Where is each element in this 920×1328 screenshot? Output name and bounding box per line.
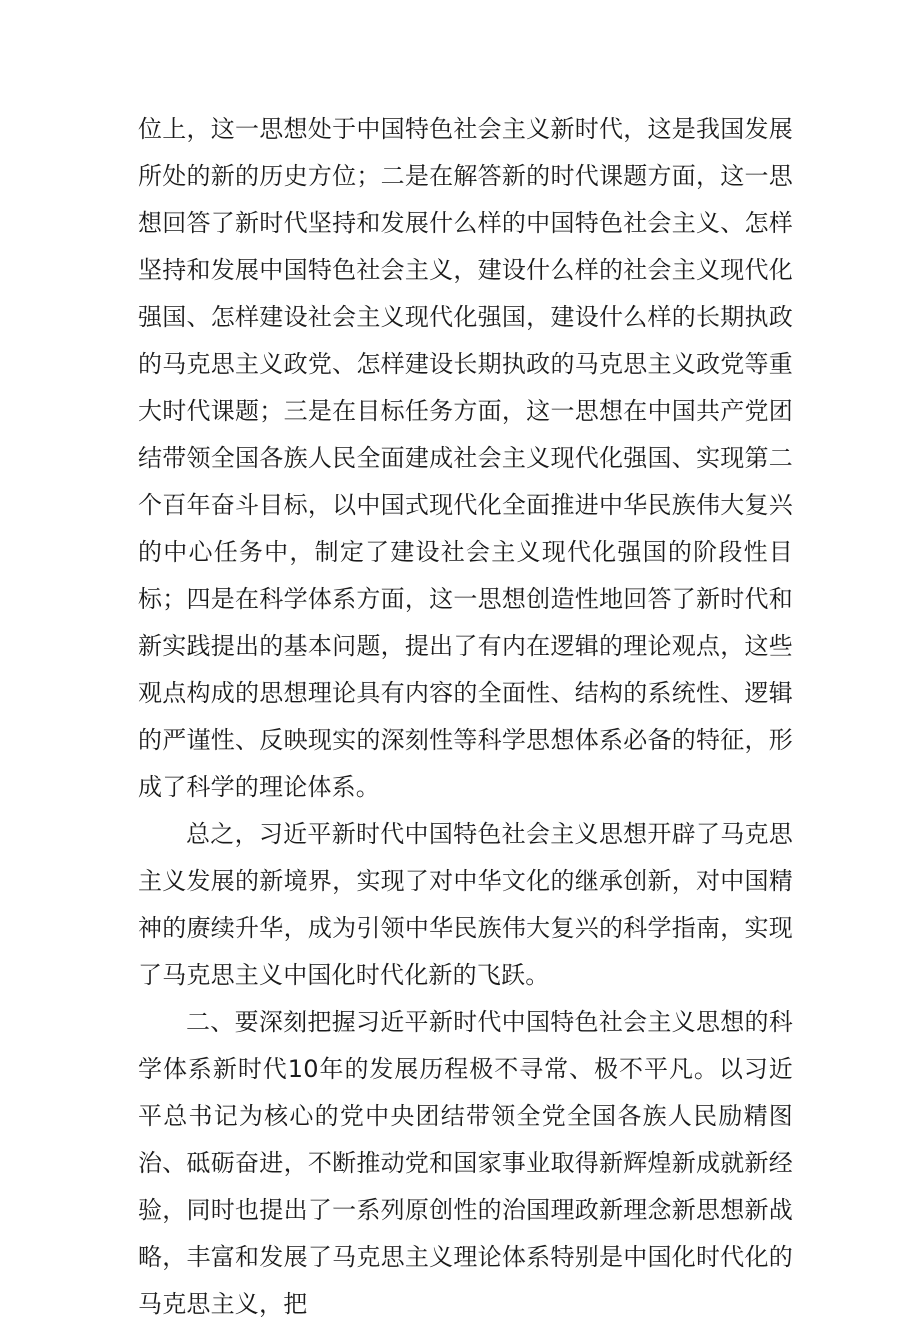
document-body xyxy=(138,106,793,1328)
paragraph-summary: 总之，习近平新时代中国特色社会主义思想开辟了马克思主义发展的新境界，实现了对中华文化的继承创新，对中国精神的赓续升华，成为引领中华民族伟大复兴的科学指南，实现了马克思主义中国化时代化新的飞跃。 xyxy=(138,820,793,989)
paragraph-section-two: 二、要深刻把握习近平新时代中国特色社会主义思想的科学体系新时代10年的发展历程极不寻常、极不平凡。以习近平总书记为核心的党中央团结带领全党全国各族人民励精图治、砥砺奋进，不断推动党和国家事业取得新辉煌新成就新经验，同时也提出了一系列原创性的治国理政新理念新思想新战略，丰富和发展了马克思主义理论体系特别是中国化时代化的马克思主义，把 xyxy=(138,1008,793,1318)
paragraph-continuation: 位上，这一思想处于中国特色社会主义新时代，这是我国发展所处的新的历史方位；二是在解答新的时代课题方面，这一思想回答了新时代坚持和发展什么样的中国特色社会主义、怎样坚持和发展中国特色社会主义，建设什么样的社会主义现代化强国、怎样建设社会主义现代化强国，建设什么样的长期执政的马克思主义政党、怎样建设长期执政的马克思主义政党等重大时代课题；三是在目标任务方面，这一思想在中国共产党团结带领全国各族人民全面建成社会主义现代化强国、实现第二个百年奋斗目标，以中国式现代化全面推进中华民族伟大复兴的中心任务中，制定了建设社会主义现代化强国的阶段性目标；四是在科学体系方面，这一思想创造性地回答了新时代和新实践提出的基本问题，提出了有内在逻辑的理论观点，这些观点构成的思想理论具有内容的全面性、结构的系统性、逻辑的严谨性、反映现实的深刻性等科学思想体系必备的特征，形成了科学的理论体系。 xyxy=(138,115,793,801)
